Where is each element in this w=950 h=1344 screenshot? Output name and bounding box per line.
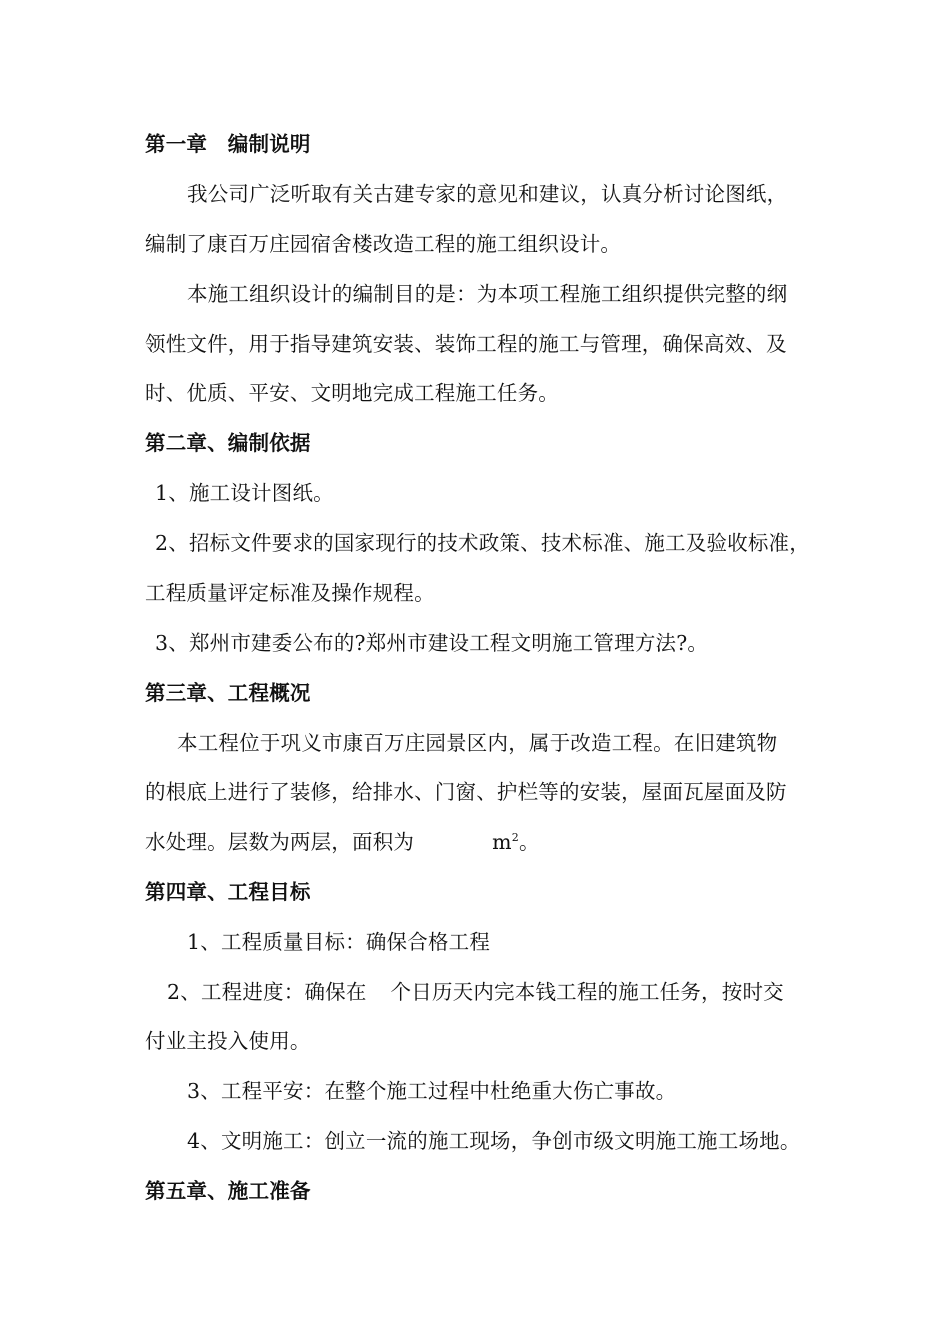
ch3-line1: 本工程位于巩义市康百万庄园景区内，属于改造工程。在旧建筑物 [177,731,778,755]
area-unit-exponent: 2 [511,831,519,844]
chapter-5-title: 第五章、施工准备 [145,1179,311,1203]
chapter-3-title: 第三章、工程概况 [145,681,311,705]
ch4-item2-line1 [167,978,784,1006]
ch3-line3-text: 水处理。层数为两层，面积为 [145,830,415,854]
ch1-para2-line1: 本施工组织设计的编制目的是：为本项工程施工组织提供完整的纲 [187,282,788,306]
ch1-para1-line1: 我公司广泛听取有关古建专家的意见和建议，认真分析讨论图纸， [187,182,788,206]
ch4-item1: 1、工程质量目标：确保合格工程 [187,930,491,954]
ch2-item2-line1: 2、招标文件要求的国家现行的技术政策、技术标准、施工及验收标准， [155,531,810,555]
ch2-item3: 3、郑州市建委公布的?郑州市建设工程文明施工管理方法?。 [155,631,709,655]
ch4-item2-line2: 付业主投入使用。 [145,1029,311,1053]
ch4-item2-part2: 个日历天内完本钱工程的施工任务，按时交 [390,980,784,1004]
chapter-1-title: 第一章 编制说明 [145,132,311,156]
ch4-item3: 3、工程平安：在整个施工过程中杜绝重大伤亡事故。 [187,1079,677,1103]
ch1-para1-line2: 编制了康百万庄园宿舍楼改造工程的施工组织设计。 [145,232,622,256]
ch3-line2: 的根底上进行了装修，给排水、门窗、护栏等的安装，屋面瓦屋面及防 [145,780,787,804]
ch1-para2-line3: 时、优质、平安、文明地完成工程施工任务。 [145,381,559,405]
ch3-line3 [145,828,540,856]
chapter-4-title: 第四章、工程目标 [145,880,311,904]
ch4-item4: 4、文明施工：创立一流的施工现场，争创市级文明施工施工场地。 [187,1129,801,1153]
ch1-para2-line2: 领性文件，用于指导建筑安装、装饰工程的施工与管理，确保高效、及 [145,332,787,356]
area-unit: m [492,830,512,854]
ch2-item1: 1、施工设计图纸。 [155,481,334,505]
ch2-item2-line2: 工程质量评定标准及操作规程。 [145,581,435,605]
ch3-line3-end: 。 [518,830,540,854]
chapter-2-title: 第二章、编制依据 [145,431,311,455]
ch4-item2-part1: 2、工程进度：确保在 [167,980,367,1004]
